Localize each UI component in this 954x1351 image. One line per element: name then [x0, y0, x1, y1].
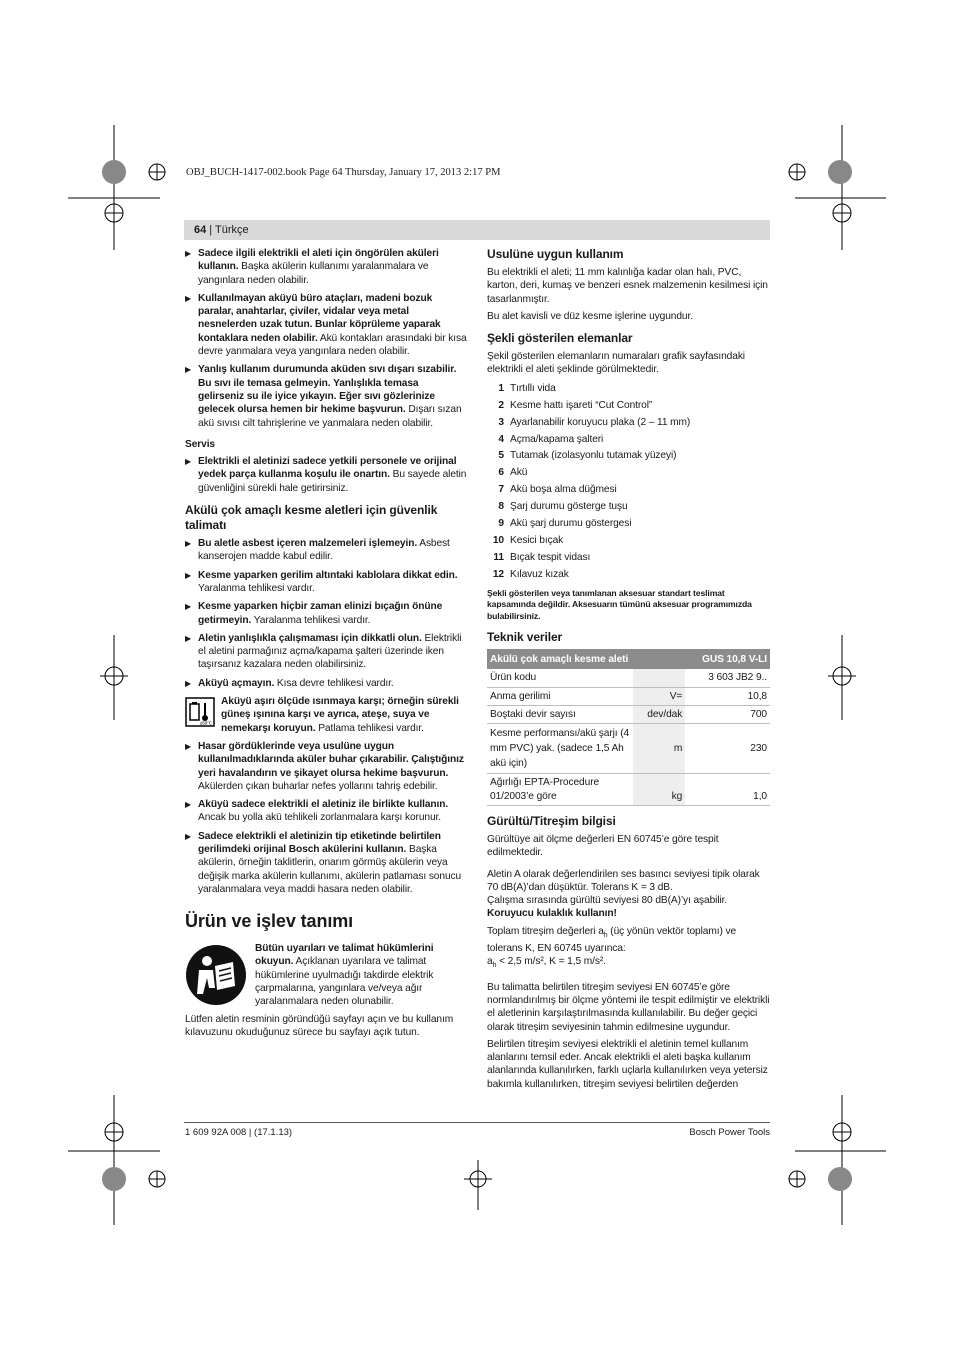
- read-manual-icon: [185, 944, 247, 1006]
- table-header-row: [487, 649, 770, 669]
- list-item: ▶ Aküyü sadece elektrikli el aletiniz ile birlikte kullanın. Ancak bu yolla akü tehlikeli zorlanmalara karşı korunur.: [185, 799, 449, 824]
- list-item: 8 Şarj durumu gösterge tuşu: [498, 501, 628, 513]
- list-item: ▶ Kesme yaparken hiçbir zaman elinizi bıçağın önüne getirmeyin. Yaralanma tehlikesi vardır.: [185, 601, 443, 626]
- list-item: 11 Bıçak tespit vidası: [493, 551, 591, 563]
- list-item: ▶ Yanlış kullanım durumunda aküden sıvı dışarı sızabilir. Bu sıvı ile temasa gelmeyin. Yanlışlıkla temasa gelirseniz su ile iyice yıkayın. Eğer sıvı gözlerinize gelecek olursa hemen bir hekime başvurun. Dışarı sızan akü sıvısı cilt tahrişlerine ve yanmalara neden olabilir.: [185, 364, 462, 429]
- components-heading: Şekli gösterilen elemanlar: [487, 331, 633, 346]
- list-item: 2 Kesme hattı işareti “Cut Control”: [498, 399, 653, 411]
- right-column: [487, 247, 770, 1095]
- page-header: [184, 220, 770, 240]
- intended-use-heading: Usulüne uygun kullanım: [487, 247, 624, 261]
- list-item: ▶ Kesme yaparken gerilim altıntaki kablolara dikkat edin. Yaralanma tehlikesi vardır.: [185, 569, 458, 594]
- accessory-note: Şekli gösterilen veya tanımlanan aksesuar standart teslimat kapsamında değildir. Aksesuarın tümünü aksesuar programımızda bulabilirsiniz.: [487, 587, 752, 621]
- list-item: 4 Açma/kapama şalteri: [498, 433, 604, 445]
- fold-note: Lütfen aletin resminin göründüğü sayfayı açın ve bu kullanım kılavuzunu okuduğunuz sürece bu sayfayı açık tutun.: [185, 1013, 454, 1038]
- table-row: Boştaki devir sayısı dev/dak 700: [487, 706, 770, 724]
- list-item: 3 Ayarlanabilir koruyucu plaka (2 – 11 mm): [498, 416, 691, 428]
- table-row: Ürün kodu 3 603 JB2 9..: [487, 669, 770, 687]
- page-number: 64: [194, 224, 207, 236]
- list-item: 5 Tutamak (izolasyonlu tutamak yüzeyi): [498, 450, 677, 462]
- vibration-text: Belirtilen titreşim seviyesi elektrikli el aletinin temel kullanım alanlarını temsil eder. Ancak elektrikli el aleti başka kullanım alanlarında kullanılırken, farklı uçlarla kullanılırken veya yetersiz bakımla kullanılırken, titreşim seviyesi belirtilen değerden: [487, 1038, 768, 1090]
- list-item: ▶ Elektrikli el aletinizi sadece yetkili personele ve orijinal yedek parça kullanma koşulu ile onartın. Bu sayede aletin güvenliğini sürekli hale getirirsiniz.: [185, 456, 467, 494]
- noise-warning: Koruyucu kulaklık kullanın!: [487, 908, 617, 920]
- list-item: ▶ Aletin yanlışlıkla çalışmaması için dikkatli olun. Elektrikli el aletini parmağınız açma/kapama şalteri üzerinde iken taşırsanız kazalara neden olabilirsiniz.: [185, 632, 462, 671]
- table-row: Kesme performansı/akü şarjı (4 mm PVC) yak. (sadece 1,5 Ah akü için) m 230: [487, 724, 770, 774]
- safety-heading: Akülü çok amaçlı kesme aletleri için güvenlik talimatı: [185, 503, 438, 533]
- list-item: ▶ Hasar gördüklerinde veya usulüne uygun kullanılmadıklarında aküler buhar çıkarabilir. Çalıştığınız yeri havalandırın ve şikayet olursa hekime başvurun. Akülerden çıkan buharlar nefes yollarını tahriş edebilir.: [185, 740, 464, 792]
- table-header-cell: GUS 10,8 V-LI: [685, 649, 770, 669]
- servis-heading: Servis: [185, 438, 215, 450]
- svg-text:≤50°C: ≤50°C: [200, 720, 213, 726]
- footer-doc-number: 1 609 92A 008 | (17.1.13): [185, 1127, 293, 1138]
- heat-warning: ≤50°C Aküyü aşırı ölçüde ısınmaya karşı; örneğin sürekli güneş ışınına karşı ve ayrıca, ateşe, suya ve nemekarşı koruyun. Patlama tehlikesi vardır.: [185, 695, 467, 735]
- noise-text: Çalışma sırasında gürültü seviyesi 80 dB(A)’yı aşabilir.: [487, 895, 728, 907]
- list-item: ▶ Sadece ilgili elektrikli el aleti için öngörülen aküleri kullanın. Başka akülerin kullanımı yaralanmalara ve yangınlara neden olabilir.: [185, 248, 439, 286]
- list-item: ▶ Aküyü açmayın. Kısa devre tehlikesi vardır.: [185, 677, 394, 689]
- vibration-text: Toplam titreşim değerleri $a_h$ (üç yönün vektör toplamı) ve tolerans K, EN 60745 uyarınca: $a_h < 2,5$ m/s², K = 1,5 m/s².: [487, 925, 737, 970]
- noise-heading: Gürültü/Titreşim bilgisi: [487, 813, 616, 828]
- table-header-cell: Akülü çok amaçlı kesme aleti: [487, 649, 685, 669]
- components-intro: Şekil gösterilen elemanların numaraları grafik sayfasındaki elektrikli el aleti şeklinde görülmektedir.: [487, 351, 745, 376]
- tech-heading: Teknik veriler: [487, 630, 563, 645]
- list-item: 9 Akü şarj durumu göstergesi: [498, 518, 632, 530]
- list-item: 7 Akü boşa alma düğmesi: [498, 484, 617, 496]
- header-language: Türkçe: [215, 224, 249, 236]
- list-item: ▶ Kullanılmayan aküyü büro ataçları, madeni bozuk paralar, anahtarlar, çiviler, vidalar veya metal nesnelerden uzak tutun. Bunlar köprüleme yaparak kontaklara neden olabilir. Akü kontakları arasındaki bir kısa devre yanmalara veya yangınlara neden olabilir.: [185, 292, 467, 358]
- list-item: ▶ Sadece elektrikli el aletinizin tip etiketinde belirtilen gerilimdeki orijinal Bosch akülerini kullanın. Başka akülerin, örneğin taklitlerin, onarım görmüş akülerin veya değişik marka akülerin kullanımı, akülerin patlaması sonucu yaralanmalara veya maddi hasara neden olabilir.: [185, 830, 462, 895]
- table-row: Anma gerilimi V= 10,8: [487, 687, 770, 705]
- vibration-text: Bu talimatta belirtilen titreşim seviyesi EN 60745’e göre normlandırılmış bir ölçme yöntemi ile tespit edilmiştir ve elektrikli el aletlerinin karşılaştırılmasında kullanılabilir. Bu değer geçici olarak titreşim seviyesinin tahmin edilmesine uygundur.: [487, 981, 770, 1033]
- components-list: [487, 381, 770, 584]
- print-info: OBJ_BUCH-1417-002.book Page 64 Thursday, January 17, 2013 2:17 PM: [186, 167, 501, 178]
- table-row: Ağırlığı EPTA-Procedure 01/2003’e göre kg 1,0: [487, 774, 770, 806]
- list-item: ▶ Bu aletle asbest içeren malzemeleri işlemeyin. Asbest kanserojen madde kabul edilir.: [185, 538, 450, 563]
- list-item: 6 Akü: [498, 467, 528, 479]
- left-column: [185, 247, 467, 1043]
- footer-brand: Bosch Power Tools: [689, 1127, 770, 1138]
- list-item: 12 Kılavuz kızak: [492, 568, 569, 580]
- battery-temperature-icon: [185, 697, 215, 727]
- intended-use-text: Bu elektrikli el aleti; 11 mm kalınlığa kadar olan halı, PVC, karton, deri, kumaş ve benzeri esnek malzemenin kesilmesi için tasarlanmıştır.: [487, 267, 768, 305]
- manual-warning: Bütün uyarıları ve talimat hükümlerini okuyun. Açıklanan uyarılara ve talimat hükümlerine uyulmadığı takdirde elektrik çarpmalarına, yangınlara ve/veya ağır yaralanmalara neden olunabilir.: [185, 942, 467, 1008]
- list-item: 10 Kesici bıçak: [492, 534, 564, 546]
- list-item: 1 Tırtıllı vida: [498, 382, 556, 394]
- page-footer: [184, 1122, 770, 1138]
- tech-table: [487, 649, 770, 805]
- intended-use-text: Bu alet kavisli ve düz kesme işlerine uygundur.: [487, 310, 693, 322]
- noise-text: Gürültüye ait ölçme değerleri EN 60745’e göre tespit edilmektedir.: [487, 833, 719, 859]
- product-heading: Ürün ve işlev tanımı: [185, 911, 354, 932]
- header-separator: |: [206, 224, 216, 236]
- noise-text: Aletin A olarak değerlendirilen ses basıncı seviyesi tipik olarak 70 dB(A)’dan düşüktür. Tolerans K = 3 dB.: [487, 868, 760, 893]
